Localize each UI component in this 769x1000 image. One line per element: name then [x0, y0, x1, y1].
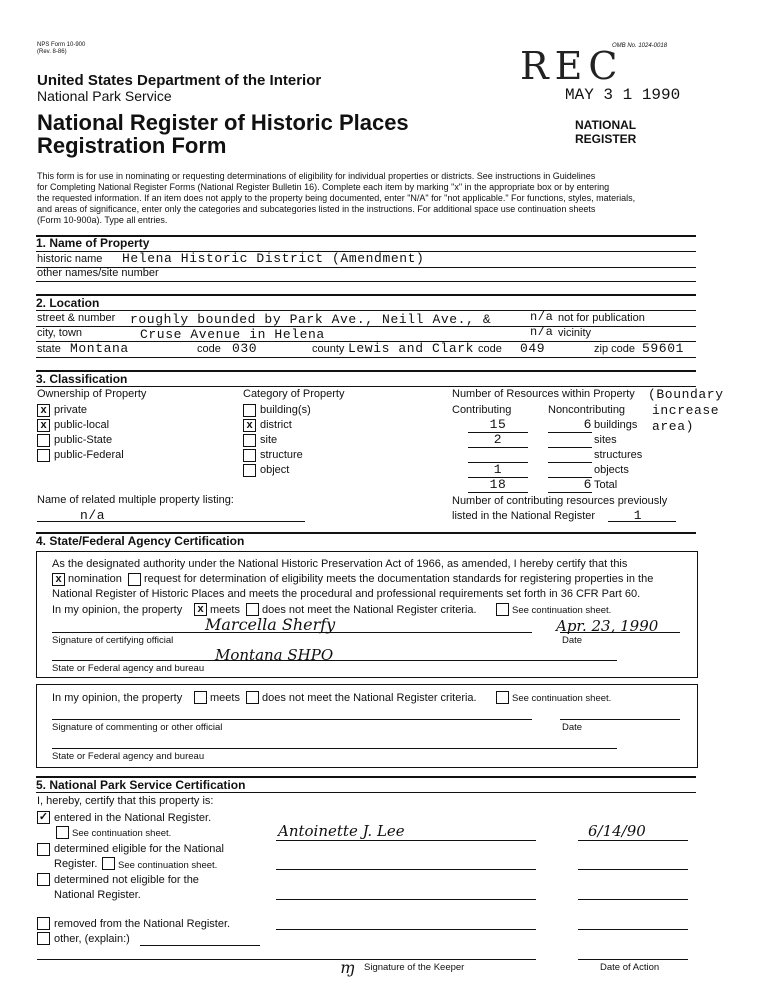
meets-label-2: meets — [210, 692, 240, 704]
action-date-label: Date of Action — [600, 962, 660, 973]
object-checkbox[interactable] — [243, 464, 256, 477]
historic-name-value[interactable]: Helena Historic District (Amendment) — [122, 251, 425, 266]
cert-paragraph-1: As the designated authority under the National Historic Preservation Act of 1966, as amended, I hereby certify that this — [52, 558, 628, 570]
keeper-date: 6/14/90 — [588, 822, 646, 840]
other-names-label: other names/site number — [37, 267, 159, 279]
determined-eligible-label-2: Register. — [54, 858, 98, 870]
intro-line-2: for Completing National Register Forms (National Register Bulletin 16). Complete each item by marking "x" in the appropriate box or by entering — [37, 182, 610, 192]
form-revision: (Rev. 8-86) — [37, 49, 67, 55]
commenting-label: Signature of commenting or other official — [52, 722, 223, 733]
intro-line-3: the requested information. If an item does not apply to the property being documented, enter "N/A" for "not applicable." For functions, styles, materials, — [37, 193, 636, 203]
see-continuation-checkbox-1[interactable] — [496, 603, 509, 616]
certifying-date: Apr. 23, 1990 — [556, 617, 659, 635]
other-checkbox[interactable] — [37, 932, 50, 945]
meets-label: meets — [210, 604, 240, 616]
eligible-continuation-label: See continuation sheet. — [118, 860, 218, 871]
zip-value[interactable]: 59601 — [642, 341, 685, 356]
public-state-label: public-State — [54, 434, 113, 446]
section-5-title: 5. National Park Service Certification — [36, 778, 246, 792]
does-not-meet-label-2: does not meet the National Register criteria. — [262, 692, 477, 704]
intro-line-5: (Form 10-900a). Type all entries. — [37, 215, 168, 225]
see-continuation-label-2: See continuation sheet. — [512, 693, 612, 704]
street-na[interactable]: n/a — [530, 310, 554, 324]
structure-label: structure — [260, 449, 303, 461]
state-code-label: code — [197, 343, 221, 355]
object-label: object — [260, 464, 290, 476]
section-3-title: 3. Classification — [36, 372, 128, 386]
site-label: site — [260, 434, 278, 446]
private-label: private — [54, 404, 88, 416]
public-federal-label: public-Federal — [54, 449, 124, 461]
agency-value: Montana SHPO — [215, 646, 334, 664]
county-value[interactable]: Lewis and Clark — [348, 341, 475, 356]
keeper-label: Signature of the Keeper — [364, 962, 465, 973]
category-heading: Category of Property — [243, 388, 345, 400]
state-code-value[interactable]: 030 — [232, 341, 258, 356]
zip-label: zip code — [594, 343, 635, 355]
determined-not-eligible-checkbox[interactable] — [37, 873, 50, 886]
boundary-note-2: increase — [652, 403, 720, 418]
stamp-register: REGISTER — [575, 132, 637, 146]
vicinity-label: vicinity — [558, 327, 592, 339]
previously-listed-value[interactable]: 1 — [633, 508, 643, 523]
received-stamp: REC — [520, 44, 624, 88]
does-not-meet-label: does not meet the National Register criteria. — [262, 604, 477, 616]
other-label: other, (explain:) — [54, 933, 130, 945]
county-code-label: code — [478, 343, 502, 355]
row-objects-label: objects — [594, 464, 629, 476]
county-code-value[interactable]: 049 — [520, 341, 546, 356]
row-sites-label: sites — [594, 434, 617, 446]
omb-number: OMB No. 1024-0018 — [612, 43, 668, 49]
keeper-signature: Antoinette J. Lee — [278, 822, 405, 840]
opinion-label-2: In my opinion, the property — [52, 692, 183, 704]
district-checkbox[interactable]: x — [243, 419, 256, 432]
cert-paragraph-3: National Register of Historic Places and meets the procedural and professional requirements set forth in 36 CFR Part 60. — [52, 588, 641, 600]
buildings-label: building(s) — [260, 404, 311, 416]
agency-label-2: State or Federal agency and bureau — [52, 751, 205, 762]
intro-line-4: and areas of significance, enter only the categories and subcategories listed in the instructions. For additional space use continuation sheets — [37, 204, 596, 214]
previously-listed-label-2: listed in the National Register — [452, 510, 596, 522]
state-value[interactable]: Montana — [70, 341, 129, 356]
keeper-initials: ɱ — [340, 958, 356, 977]
city-na[interactable]: n/a — [530, 325, 554, 339]
county-label: county — [312, 343, 345, 355]
boundary-note-3: area) — [652, 419, 695, 434]
certify-label: I, hereby, certify that this property is: — [37, 795, 214, 807]
contributing-heading: Contributing — [452, 404, 512, 416]
district-label: district — [260, 419, 292, 431]
determined-eligible-checkbox[interactable] — [37, 843, 50, 856]
resources-heading: Number of Resources within Property — [452, 388, 635, 400]
contrib-buildings[interactable]: 15 — [489, 417, 507, 432]
certifying-signature: Marcella Sherfy — [205, 615, 336, 634]
date-label: Date — [562, 635, 583, 646]
city-value[interactable]: Cruse Avenue in Helena — [140, 327, 325, 342]
nomination-label: nomination — [68, 573, 122, 585]
row-total-label: Total — [594, 479, 618, 491]
historic-name-label: historic name — [37, 253, 103, 265]
agency-label: State or Federal agency and bureau — [52, 663, 205, 674]
public-federal-checkbox[interactable] — [37, 449, 50, 462]
boundary-note-1: (Boundary — [648, 387, 724, 402]
public-local-label: public-local — [54, 419, 110, 431]
contrib-objects[interactable]: 1 — [493, 462, 503, 477]
site-checkbox[interactable] — [243, 434, 256, 447]
row-structures-label: structures — [594, 449, 643, 461]
form-number: NPS Form 10-900 — [37, 42, 86, 48]
see-continuation-label-1: See continuation sheet. — [512, 605, 612, 616]
state-label: state — [37, 343, 61, 355]
public-local-checkbox[interactable]: x — [37, 419, 50, 432]
noncontributing-heading: Noncontributing — [548, 404, 626, 416]
noncontrib-total[interactable]: 6 — [583, 477, 592, 492]
ownership-heading: Ownership of Property — [37, 388, 147, 400]
eligible-continuation-checkbox[interactable] — [102, 857, 115, 870]
multiple-listing-value[interactable]: n/a — [80, 508, 106, 523]
noncontrib-buildings[interactable]: 6 — [583, 417, 592, 432]
determined-eligible-label-1: determined eligible for the National — [54, 843, 224, 855]
section-1-title: 1. Name of Property — [36, 236, 150, 250]
department: United States Department of the Interior — [37, 72, 322, 89]
street-value[interactable]: roughly bounded by Park Ave., Neill Ave., & — [130, 312, 492, 327]
nomination-checkbox[interactable]: x — [52, 573, 65, 586]
section-4-title: 4. State/Federal Agency Certification — [36, 534, 245, 548]
contrib-sites[interactable]: 2 — [493, 432, 503, 447]
does-not-meet-checkbox-2[interactable] — [246, 691, 259, 704]
service: National Park Service — [37, 88, 172, 104]
stamp-national: NATIONAL — [575, 118, 637, 132]
intro-line-1: This form is for use in nominating or requesting determinations of eligibility for individual properties or districts. See instructions in Guidelines — [37, 171, 596, 181]
see-continuation-checkbox-2[interactable] — [496, 691, 509, 704]
meets-checkbox-2[interactable] — [194, 691, 207, 704]
request-checkbox[interactable] — [128, 573, 141, 586]
city-label: city, town — [37, 327, 83, 339]
public-state-checkbox[interactable] — [37, 434, 50, 447]
form-title: National Register of Historic Places — [37, 110, 409, 135]
determined-not-eligible-label-2: National Register. — [54, 889, 141, 901]
received-date: MAY 3 1 1990 — [565, 86, 681, 104]
entered-label: entered in the National Register. — [54, 812, 212, 824]
buildings-checkbox[interactable] — [243, 404, 256, 417]
request-label: request for determination of eligibility meets the documentation standards for registering properties in the — [144, 573, 654, 585]
street-label: street & number — [37, 312, 116, 324]
contrib-total[interactable]: 18 — [489, 477, 507, 492]
entered-checkbox[interactable]: ✓ — [38, 811, 49, 823]
entered-continuation-checkbox[interactable] — [56, 826, 69, 839]
removed-checkbox[interactable] — [37, 917, 50, 930]
date-label-2: Date — [562, 722, 583, 733]
determined-not-eligible-label-1: determined not eligible for the — [54, 874, 199, 886]
meets-checkbox[interactable]: x — [194, 603, 207, 616]
removed-label: removed from the National Register. — [54, 918, 231, 930]
opinion-label: In my opinion, the property — [52, 604, 183, 616]
entered-continuation-label: See continuation sheet. — [72, 828, 172, 839]
row-buildings-label: buildings — [594, 419, 638, 431]
multiple-listing-label: Name of related multiple property listing: — [37, 494, 234, 506]
structure-checkbox[interactable] — [243, 449, 256, 462]
section-2-title: 2. Location — [36, 296, 100, 310]
previously-listed-label-1: Number of contributing resources previously — [452, 495, 668, 507]
signature-label: Signature of certifying official — [52, 635, 174, 646]
form-subtitle: Registration Form — [37, 133, 227, 158]
private-checkbox[interactable]: x — [37, 404, 50, 417]
not-for-publication: not for publication — [558, 312, 645, 324]
